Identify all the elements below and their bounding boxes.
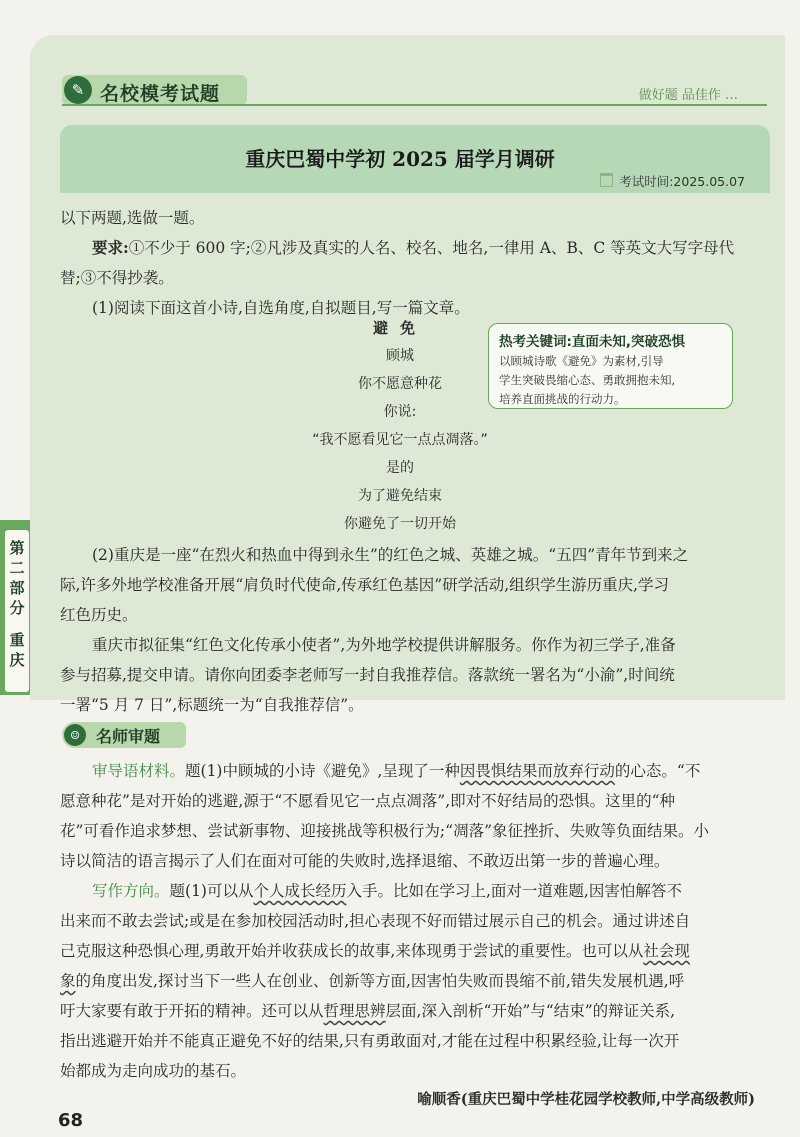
requirements-line-1 xyxy=(92,233,772,263)
poem-line: 你说: xyxy=(383,404,417,420)
direction-line: 出来而不敢去尝试;或是在参加校园活动时,担心表现不好而错过展示自己的机会。通过讲述自 xyxy=(60,912,691,930)
hot-keywords-line: 以顾城诗歌《避免》为素材,引导 xyxy=(499,354,664,368)
hot-keywords-line: 培养直面挑战的行动力。 xyxy=(499,392,626,406)
calendar-icon xyxy=(600,173,613,187)
material-line: 花”可看作追求梦想、尝试新事物、迎接挑战等积极行为;“凋落”象征挫折、失败等负面结果。小 xyxy=(60,822,709,840)
page-number: 68 xyxy=(58,1110,84,1131)
material-label: 审导语材料。 xyxy=(92,762,186,780)
material-line: 诗以简洁的语言揭示了人们在面对可能的失败时,选择退缩、不敢迈出第一步的普遍心理。 xyxy=(60,852,670,870)
prompt-2-line: 参与招募,提交申请。请你向团委李老师写一封自我推荐信。落款统一署名为“小渝”,时间统 xyxy=(60,666,675,684)
direction-underlined: 象 xyxy=(60,972,76,990)
direction-text: 题(1)可以从 xyxy=(169,882,254,900)
direction-line xyxy=(60,996,675,1026)
direction-line xyxy=(60,936,690,966)
poem-line: 是的 xyxy=(386,460,414,476)
material-line xyxy=(92,756,700,786)
direction-line: 指出逃避开始并不能真正避免不好的结果,只有勇敢面对,才能在过程中积累经验,让每一次开 xyxy=(60,1032,680,1050)
poem-line: 为了避免结束 xyxy=(358,488,442,504)
requirements-label: 要求: xyxy=(92,238,129,257)
poem-title: 避免 xyxy=(372,319,427,337)
poem-line: “我不愿看见它一点点凋落。” xyxy=(312,432,488,448)
prompt-2-line: 重庆市拟征集“红色文化传承小使者”,为外地学校提供讲解服务。你作为初三学子,准备 xyxy=(92,636,676,654)
direction-text: 己克服这种恐惧心理,勇敢开始并收获成长的故事,来体现勇于尝试的重要性。也可以从 xyxy=(60,942,644,960)
direction-line: 始都成为走向成功的基石。 xyxy=(60,1062,247,1080)
direction-underlined: 哲理思辨 xyxy=(323,1002,386,1020)
header-divider xyxy=(62,104,767,106)
teacher-icon: ☺ xyxy=(64,724,86,746)
poem-line: 你不愿意种花 xyxy=(358,376,442,392)
side-tab-city: 重庆 xyxy=(9,631,25,669)
direction-underlined: 社会现 xyxy=(643,942,690,960)
exam-time xyxy=(600,172,745,190)
side-tab-part: 第二部分 xyxy=(9,539,25,617)
direction-text: 吁大家要有敢于开拓的精神。还可以从 xyxy=(60,1002,324,1020)
direction-line xyxy=(92,876,682,906)
direction-line xyxy=(60,966,684,996)
hot-keywords-title: 热考关键词:直面未知,突破恐惧 xyxy=(499,334,686,350)
header-slogan: 做好题 品佳作 … xyxy=(638,88,738,103)
direction-text: 层面,深入剖析“开始”与“结束”的辩证关系, xyxy=(385,1002,676,1020)
direction-label: 写作方向。 xyxy=(92,882,170,900)
review-author: 喻顺香(重庆巴蜀中学桂花园学校教师,中学高级教师) xyxy=(417,1091,755,1108)
requirements-line-2: 替;③不得抄袭。 xyxy=(60,269,174,287)
prompt-2-line: 红色历史。 xyxy=(60,606,138,624)
direction-text: 入手。比如在学习上,面对一道难题,因害怕解答不 xyxy=(346,882,682,900)
paper-title: 重庆巴蜀中学初 2025 届学月调研 xyxy=(245,147,555,171)
review-title: 名师审题 xyxy=(96,727,161,746)
material-underlined: 因畏惧结果而放弃行动 xyxy=(459,762,615,780)
poem-line: 你避免了一切开始 xyxy=(344,516,456,532)
material-text: 的心态。“不 xyxy=(614,762,701,780)
prompt-2-line: 一署“5 月 7 日”,标题统一为“自我推荐信”。 xyxy=(60,696,364,714)
section-header-title: 名校模考试题 xyxy=(100,83,221,105)
intro-text: 以下两题,选做一题。 xyxy=(60,209,205,227)
material-line: 愿意种花”是对开始的逃避,源于“不愿看见它一点点凋落”,即对不好结局的恐惧。这里的“种 xyxy=(60,792,676,810)
requirements-text-1: ①不少于 600 字;②凡涉及真实的人名、校名、地名,一律用 A、B、C 等英文大写字母代 xyxy=(128,239,735,257)
direction-text: 的角度出发,探讨当下一些人在创业、创新等方面,因害怕失败而畏缩不前,错失发展机遇,呼 xyxy=(75,972,685,990)
pen-icon: ✎ xyxy=(64,76,92,104)
material-text: 题(1)中顾城的小诗《避免》,呈现了一种 xyxy=(185,762,460,780)
hot-keywords-box xyxy=(488,323,733,409)
hot-keywords-line: 学生突破畏缩心态、勇敢拥抱未知, xyxy=(499,373,676,387)
exam-time-text: 考试时间:2025.05.07 xyxy=(619,174,745,189)
prompt-2-line: (2)重庆是一座“在烈火和热血中得到永生”的红色之城、英雄之城。“五四”青年节到来之 xyxy=(92,546,689,564)
prompt-1: (1)阅读下面这首小诗,自选角度,自拟题目,写一篇文章。 xyxy=(92,299,470,317)
prompt-2-line: 际,许多外地学校准备开展“肩负时代使命,传承红色基因”研学活动,组织学生游历重庆,学习 xyxy=(60,576,670,594)
direction-underlined: 个人成长经历 xyxy=(253,882,347,900)
poem-author: 顾城 xyxy=(386,348,414,364)
